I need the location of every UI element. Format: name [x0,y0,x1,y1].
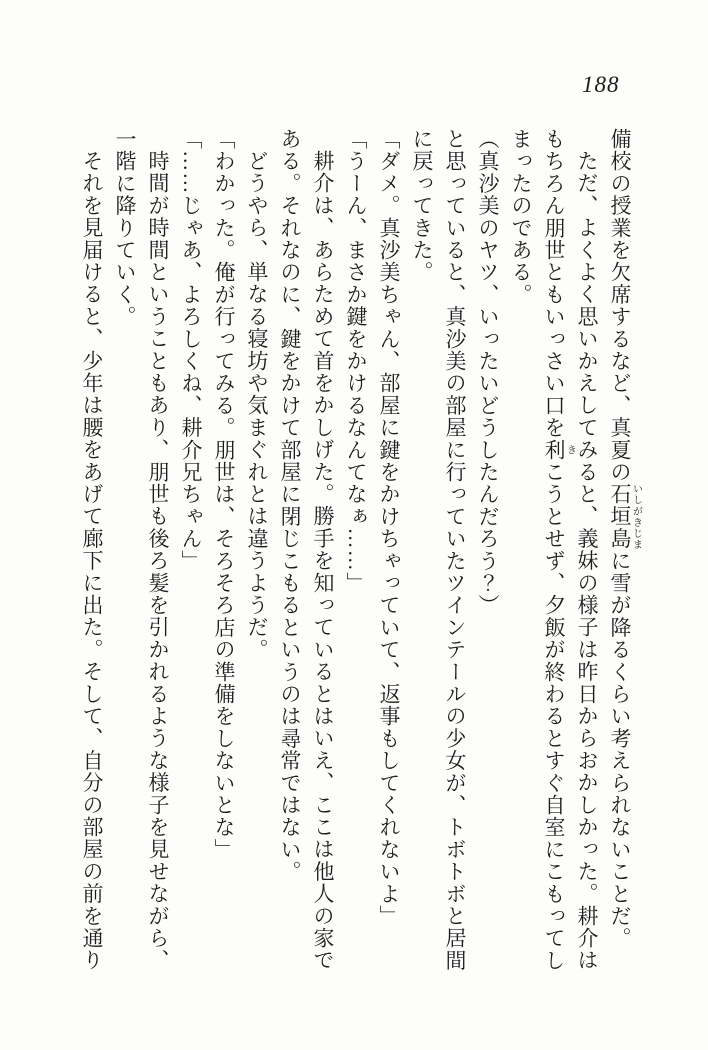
paragraph: 耕介は、あらためて首をかしげた。勝手を知っているとはいえ、ここは他人の家である。それなのに、鍵をかけて部屋に閉じこもるというのは尋常ではない。 [278,128,335,972]
paragraph: ただ、よくよく思いかえしてみると、義妹の様子は昨日からおかしかった。耕介はもちろん朋世ともいっさい口を利きこうとせず、夕飯が終わるとすぐ自室にこもってしまったのである。 [509,128,599,972]
paragraph: 時間が時間ということもあり、朋世も後ろ髪を引かれるような様子を見せながら、一階に降りていく。 [113,128,170,972]
text-block [75,128,641,974]
paragraph: と思っていると、真沙美の部屋に行っていたツインテールの少女が、トボトボと居間に戻ってきた。 [410,128,467,972]
paragraph: 「ダメ。真沙美ちゃん、部屋に鍵をかけちゃっていて、返事もしてくれないよ」 [377,128,401,928]
paragraph: 備校の授業を欠席するなど、真夏の石垣島いしがきじまに雪が降るくらい考えられないことだ。 [608,128,642,950]
paragraph: それを見届けると、少年は腰をあげて廊下に出た。そして、自分の部屋の前を通り [80,150,104,972]
furigana-ruby: 石垣島いしがきじま [608,483,642,550]
paragraph: どうやら、単なる寝坊や気まぐれとは違うようだ。 [245,150,269,661]
paragraph: 「わかった。俺が行ってみる。朋世は、そろそろ店の準備をしないとな」 [212,128,236,861]
paragraph: 「うーん、まさか鍵をかけるなんてなぁ……」 [344,128,368,595]
page-number: 188 [582,72,620,97]
furigana-ruby: 利き [542,438,576,462]
paragraph: 「……じゃあ、よろしくね、耕介兄ちゃん」 [179,128,203,572]
paragraph: （真沙美のヤツ、いったいどうしたんだろう？） [476,128,500,617]
